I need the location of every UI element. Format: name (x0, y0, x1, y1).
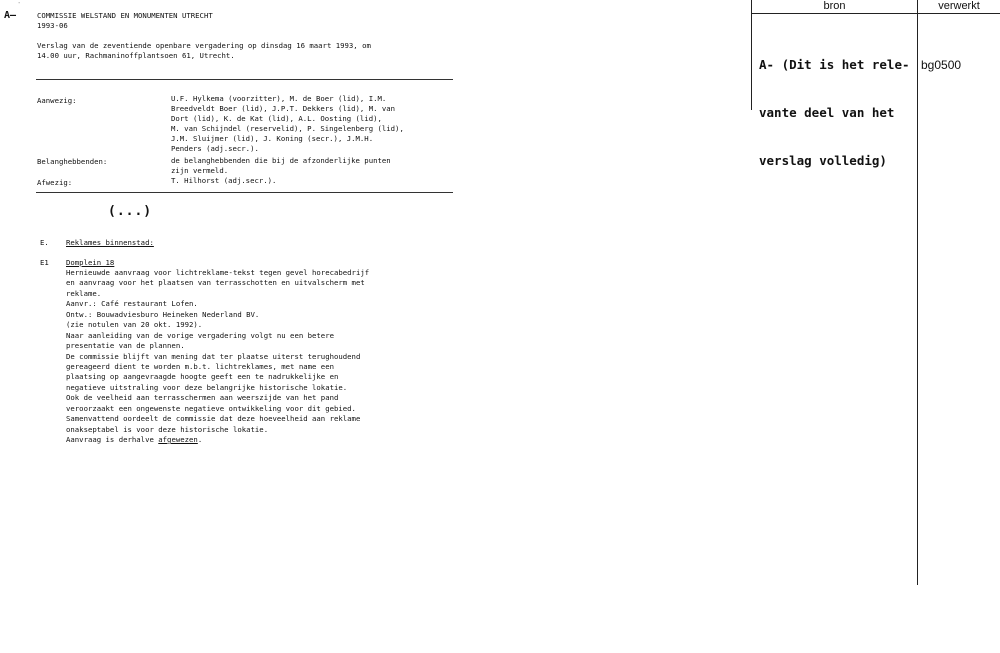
table-header-rule (751, 13, 1000, 14)
omission-ellipsis: (...) (108, 204, 153, 219)
body-line: reklame. (66, 288, 102, 298)
present-line: Dort (lid), K. de Kat (lid), A.L. Oosting (lid), (171, 114, 382, 123)
absent-label: Afwezig: (37, 178, 73, 187)
column-header-bron: bron (823, 0, 846, 12)
body-line: Naar aanleiding van de vorige vergadering volgt nu een betere (66, 330, 334, 340)
body-line: veroorzaakt een ongewenste negatieve ontwikkeling voor dit gebied. (66, 403, 356, 413)
bron-note-line: vante deel van het (759, 105, 895, 120)
section-code: E. (40, 238, 49, 247)
body-line: negatieve uitstraling voor deze belangrijke historische lokatie. (66, 382, 348, 392)
body-line: Hernieuwde aanvraag voor lichtreklame-tekst tegen gevel horecabedrijf (66, 268, 370, 277)
body-line: onakseptabel is voor deze historische lokatie. (66, 424, 269, 434)
body-line: plaatsing op aangevraagde hoogte geeft een te nadrukkelijke en (66, 372, 339, 382)
bron-note-line: A- (Dit is het rele- (759, 57, 910, 72)
body-line: Ook de veelheid aan terrasschermen aan weerszijde van het pand (66, 393, 339, 403)
table-column-divider (917, 0, 918, 585)
decision-word: afgewezen (158, 435, 198, 444)
table-left-border (751, 0, 752, 110)
item-code: E1 (40, 258, 49, 267)
body-line: De commissie blijft van mening dat ter plaatse uiterst terughoudend (66, 351, 361, 361)
final-prefix: Aanvraag is derhalve (66, 435, 159, 444)
body-line: en aanvraag voor het plaatsen van terrasschotten en uitvalscherm met (66, 278, 365, 288)
scan-dot: ˙ (17, 2, 22, 10)
bron-note-line: verslag volledig) (759, 153, 887, 168)
body-line: Aanvr.: Café restaurant Lofen. (66, 299, 198, 309)
bron-note (759, 25, 910, 201)
stakeholders-label: Belanghebbenden: (37, 157, 108, 166)
present-line: M. van Schijndel (reservelid), P. Singelenberg (lid), (171, 124, 404, 133)
item-title: Domplein 18 (66, 258, 115, 267)
final-suffix: . (197, 435, 203, 444)
body-final-line (66, 435, 369, 445)
stakeholders-line: de belanghebbenden die bij de afzonderlijke punten (171, 156, 391, 165)
body-line: (zie notulen van 20 okt. 1992). (66, 320, 203, 330)
divider-top (36, 79, 453, 80)
absent-value: T. Hilhorst (adj.secr.). (171, 176, 277, 185)
body-line: presentatie van de plannen. (66, 341, 185, 351)
doc-reference: 1993-06 (37, 21, 68, 30)
present-line: Penders (adj.secr.). (171, 144, 259, 153)
present-line: Breedveldt Boer (lid), J.P.T. Dekkers (lid), M. van (171, 104, 396, 113)
body-line: Samenvattend oordeelt de commissie dat deze hoeveelheid aan reklame (66, 414, 361, 424)
intro-line-1: Verslag van de zeventiende openbare vergadering op dinsdag 16 maart 1993, om (37, 41, 371, 50)
item-body (66, 268, 369, 445)
present-line: U.F. Hylkema (voorzitter), M. de Boer (lid), I.M. (171, 94, 387, 103)
column-header-verwerkt: verwerkt (938, 0, 980, 12)
section-title: Reklames binnenstad: (66, 238, 154, 247)
verwerkt-value: bg0500 (921, 58, 962, 72)
org-name: COMMISSIE WELSTAND EN MONUMENTEN UTRECHT (37, 11, 213, 20)
stakeholders-line: zijn vermeld. (171, 166, 229, 175)
section-marker: A— (4, 10, 17, 21)
divider-bottom (36, 192, 453, 193)
body-line: gereageerd dient te worden m.b.t. lichtreklames, met name een (66, 361, 334, 371)
body-line: Ontw.: Bouwadviesburo Heineken Nederland BV. (66, 309, 260, 319)
present-line: J.M. Sluijmer (lid), J. Koning (secr.), J.M.H. (171, 134, 374, 143)
present-label: Aanwezig: (37, 96, 77, 105)
intro-line-2: 14.00 uur, Rachmaninoffplantsoen 61, Utrecht. (37, 51, 235, 60)
